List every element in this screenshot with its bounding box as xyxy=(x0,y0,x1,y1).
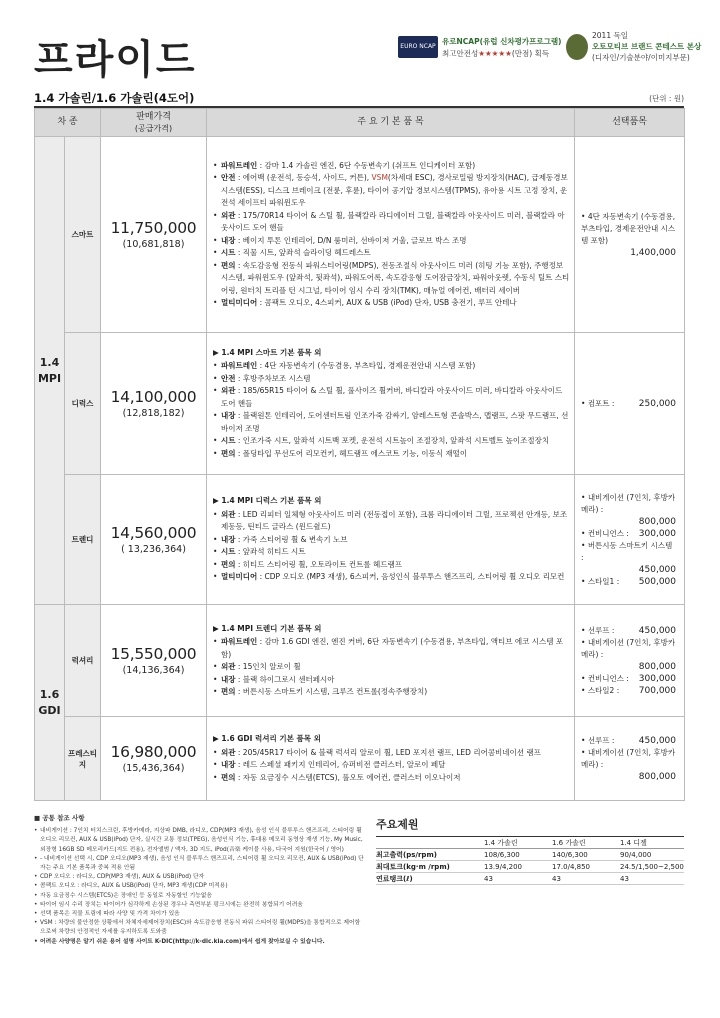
spec-value: 43 xyxy=(616,873,684,885)
award1-line1: 유로NCAP(유럽 신차평가프로그램) xyxy=(442,37,562,46)
euro-ncap-logo: EURO NCAP xyxy=(398,36,438,58)
feature-item: • 외관 : 205/45R17 타이어 & 블랙 럭셔리 알로이 휠, LED 포지션 램프, LED 리어콤비네이션 램프 xyxy=(213,747,570,760)
feature-item: • 편의 : 자동 요금징수 시스템(ETCS), 풀오토 에어컨, 클러스터 이오나이저 xyxy=(213,772,570,785)
table-row xyxy=(35,717,685,801)
feature-item: • 내장 : 가죽 스티어링 휠 & 변속기 노브 xyxy=(213,534,570,547)
option-item: • 컨비니언스 : 300,000 xyxy=(581,673,676,684)
award2-line2: 오토모티브 브랜드 콘테스트 본상 xyxy=(592,42,702,51)
trim-name: 트렌디 xyxy=(65,475,101,605)
price-cell: 14,560,000 ( 13,236,364) xyxy=(101,475,207,605)
spec-table xyxy=(376,836,684,885)
feature-item: • 편의 : 폴딩타입 무선도어 리모컨키, 헤드램프 에스코트 기능, 이동식 재떨이 xyxy=(213,448,570,461)
feature-item: • 시트 : 앞좌석 히티드 시트 xyxy=(213,546,570,559)
price-table xyxy=(34,108,685,801)
euro-ncap-award xyxy=(398,36,562,62)
option-item: • 내비게이션 (7인치, 후방카메라) : xyxy=(581,747,676,769)
option-item: • 컨비니언스 : 300,000 xyxy=(581,528,676,539)
award2-line1: 2011 독일 xyxy=(592,31,628,40)
feature-item: • 편의 : 히티드 스티어링 휠, 오토라이트 컨트롤 헤드램프 xyxy=(213,559,570,572)
option-item: • 스타일2 : 700,000 xyxy=(581,685,676,696)
features-header: ▶ 1.4 MPI 디럭스 기본 품목 외 xyxy=(213,496,322,506)
design-award xyxy=(566,30,716,66)
options-cell: • 선루프 : 450,000 • 내비게이션 (7인치, 후방카메라) : 800,000 • 컨비니언스 : 300,000 • 스타일2 : 700,000 xyxy=(575,605,685,717)
note-item: • CDP 오디오 : 라디오, CDP(MP3 재생), AUX & USB(iPod) 단자 xyxy=(34,873,364,882)
trim-name: 디럭스 xyxy=(65,333,101,475)
design-award-text xyxy=(592,30,701,63)
price-cell: 16,980,000 (15,436,364) xyxy=(101,717,207,801)
table-row xyxy=(35,137,685,333)
price-cell: 11,750,000 (10,681,818) xyxy=(101,137,207,333)
spec-value: 17.0/4,850 xyxy=(548,861,616,873)
engine-cell-1-6-gdi: 1.6 GDI xyxy=(35,605,65,801)
feature-item: • 멀티미디어 : 콤팩트 오디오, 4스피커, AUX & USB (iPod) 단자, USB 충전기, 루프 안테나 xyxy=(213,297,570,310)
feature-item: • 멀티미디어 : CDP 오디오 (MP3 재생), 6스피커, 음성인식 블루투스 핸즈프리, 스티어링 휠 오디오 리모컨 xyxy=(213,571,570,584)
options-cell: • 선루프 : 450,000 • 내비게이션 (7인치, 후방카메라) : 800,000 xyxy=(575,717,685,801)
award1-line2: 최고안전성★★★★★(만점) 획득 xyxy=(442,49,550,58)
spec-row xyxy=(376,849,684,861)
table-row xyxy=(35,605,685,717)
features-cell xyxy=(207,605,575,717)
table-header-row xyxy=(35,109,685,137)
feature-item: • 외관 : 15인치 알로이 휠 xyxy=(213,661,570,674)
feature-item: • 편의 : 버튼시동 스마트키 시스템, 크루즈 컨트롤(정속주행장치) xyxy=(213,686,570,699)
spec-value: 43 xyxy=(548,873,616,885)
euro-ncap-text xyxy=(442,36,562,60)
feature-item: • 편의 : 속도감응형 전동식 파워스티어링(MDPS), 전동조절식 아웃사이드 미러 (히팅 기능 포함), 주행정보 시스템, 파워윈도우 (앞좌석, 뒷좌석), 파워도어록, 속도감응형 도어잠금장치, 파워아웃렛, 수동식 틸트 스티어링, 원터치 트리플 턴 시그널, 타이어 임시 수리 장치(TMK), 매뉴얼 에어컨, 배터리 세이버 xyxy=(213,260,570,298)
spec-value: 13.9/4,200 xyxy=(480,861,548,873)
header-features: 주 요 기 본 품 목 xyxy=(207,109,575,137)
option-item: • 내비게이션 (7인치, 후방카메라) : xyxy=(581,637,676,659)
note-item: • 자동 요금징수 시스템(ETCS)은 장애인 등 동일로 자동할인 기능없음 xyxy=(34,892,364,901)
features-header: ▶ 1.4 MPI 스마트 기본 품목 외 xyxy=(213,347,322,357)
spec-label: 연료탱크(ℓ) xyxy=(376,873,480,885)
feature-item: • 시트 : 인조가죽 시트, 앞좌석 시트백 포켓, 운전석 시트높이 조절장치, 앞좌석 시트벨트 높이조절장치 xyxy=(213,435,570,448)
feature-item: • 외관 : 175/70R14 타이어 & 스틸 휠, 블랙칼라 라디에이터 그릴, 블랙칼라 아웃사이드 미러, 블랙칼라 아웃사이드 도어 핸들 xyxy=(213,210,570,235)
options-cell: • 내비게이션 (7인치, 후방카메라) : 800,000 • 컨비니언스 : 300,000 • 버튼시동 스마트키 시스템 : 450,000 • 스타일1 : 500,000 xyxy=(575,475,685,605)
engine-cell-1-4-mpi: 1.4 MPI xyxy=(35,137,65,605)
note-item-kdic: • 어려운 사양명은 알기 쉬운 용어 설명 사이트 K-DIC(http://k-dic.kia.com)에서 쉽게 찾아보실 수 있습니다. xyxy=(34,938,364,947)
feature-item: • 외관 : 185/65R15 타이어 & 스틸 휠, 풀사이즈 휠커버, 바디칼라 아웃사이드 미러, 바디칼라 아웃사이드 도어 핸들 xyxy=(213,385,570,410)
feature-item: • 내장 : 블랙원톤 인테리어, 도어센터트림 인조가죽 감싸기, 암레스트형 콘솔박스, 맵램프, 스팟 무드램프, 선바이저 조명 xyxy=(213,410,570,435)
note-item: • 콤팩트 오디오 : 라디오, AUX & USB(iPod) 단자, MP3 재생(CDP 미적용) xyxy=(34,882,364,891)
spec-value: 108/6,300 xyxy=(480,849,548,861)
spec-col: 1.4 가솔린 xyxy=(480,837,548,849)
note-item: • 선택 품목은 직물 트림에 따라 사양 및 가격 차이가 있음 xyxy=(34,910,364,919)
spec-col: 1.6 가솔린 xyxy=(548,837,616,849)
option-item: • 선루프 : 450,000 xyxy=(581,735,676,746)
spec-value: 43 xyxy=(480,873,548,885)
note-item: • VSM : 차량의 불안정한 상황에서 차체자세제어장치(ESC)와 속도감응형 전동식 파워 스티어링 휠(MDPS)을 통합적으로 제어함으로써 차량의 안정적인 자세를 유지하도록 도와줌 xyxy=(34,919,364,937)
spec-header-row xyxy=(376,837,684,849)
price-table-subtitle: 1.4 가솔린/1.6 가솔린(4도어) xyxy=(34,91,195,105)
spec-value: 90/4,000 xyxy=(616,849,684,861)
table-row xyxy=(35,333,685,475)
options-cell xyxy=(575,333,685,475)
spec-row xyxy=(376,861,684,873)
option-item: • 4단 자동변속기 (수동겸용, 부츠타입, 경제운전안내 시스템 포함) xyxy=(581,211,676,245)
note-item: • 내비게이션 : 7인치 터치스크린, 후방카메라, 지상파 DMB, 라디오, CDP(MP3 재생), 음성 인식 블루투스 핸즈프리, 스티어링 휠 오디오 리모컨, AUX & USB(iPod) 단자, 실시간 교통 정보(TPEG), 음성인식 기능, 휴대용 메모리 동영상 재생 기능, My Music, 외장형 16GB SD 메모리카드(지도 전용), 전자앨범 / 액자, 3D 지도, iPod(音楽 케이블 사용, 다국어 지원(한국어 / 영어) xyxy=(34,827,364,855)
page-title: 프라이드 xyxy=(34,37,197,83)
price-cell: 15,550,000 (14,136,364) xyxy=(101,605,207,717)
header-options: 선택품목 xyxy=(575,109,685,137)
award2-line3: (디자인/기술분야/이미지부문) xyxy=(592,53,690,62)
feature-item: • 내장 : 레드 스페셜 패키지 인테리어, 슈퍼비전 클러스터, 알로이 페달 xyxy=(213,759,570,772)
feature-item: • 파워트레인 : 감마 1.4 가솔린 엔진, 6단 수동변속기 (쉬프트 인디케이터 포함) xyxy=(213,160,570,173)
feature-item: • 파워트레인 : 감마 1.6 GDI 엔진, 엔진 커버, 6단 자동변속기 (수동겸용, 부츠타입, 액티브 에코 시스템 포함) xyxy=(213,636,570,661)
feature-item: • 내장 : 베이지 투톤 인테리어, D/N 룸미러, 선바이저 거울, 글로브 박스 조명 xyxy=(213,235,570,248)
option-item: • 스타일1 : 500,000 xyxy=(581,576,676,587)
spec-label: 최대토크(kg·m /rpm) xyxy=(376,861,480,873)
option-item: • 컴포트 : 250,000 xyxy=(581,398,676,409)
spec-value: 24.5/1,500~2,500 xyxy=(616,861,684,873)
feature-item: • 파워트레인 : 4단 자동변속기 (수동겸용, 부츠타입, 경제운전안내 시스템 포함) xyxy=(213,360,570,373)
feature-item: • 안전 : 에어백 (운전석, 동승석, 사이드, 커튼), VSM(차세대 ESC), 경사로밀림 방지장치(HAC), 급제동경보시스템(ESS), 디스크 브레이크 (전륜, 후륜), 타이어 공기압 경보시스템(TPMS), 유아용 시트 고정 장치, 운전석 세이프티 파워윈도우 xyxy=(213,172,570,210)
spec-col: 1.4 디젤 xyxy=(616,837,684,849)
features-cell xyxy=(207,717,575,801)
note-item: • - 내비게이션 선택 시, CDP 오디오(MP3 재생), 음성 인식 블루투스 핸즈프리, 스티어링 휠 오디오 리모컨, AUX & USB(iPod) 단자는 주요 기본 품목과 중복 적용 안됨 xyxy=(34,855,364,873)
spec-title: 주요제원 xyxy=(376,818,419,831)
option-price: 1,400,000 xyxy=(630,247,676,258)
features-cell xyxy=(207,475,575,605)
header-trim: 차 종 xyxy=(35,109,101,137)
notes-title: ■ 공통 참조 사항 xyxy=(34,814,364,823)
spec-section xyxy=(376,816,684,885)
common-notes xyxy=(34,814,364,947)
trim-name: 럭셔리 xyxy=(65,605,101,717)
options-cell xyxy=(575,137,685,333)
price-cell: 14,100,000 (12,818,182) xyxy=(101,333,207,475)
feature-item: • 외관 : LED 리피터 일체형 아웃사이드 미러 (전동접이 포함), 크롬 라디에이터 그릴, 프로젝션 안개등, 보조제동등, 틴티드 글라스 (윈드쉴드) xyxy=(213,509,570,534)
spec-value: 140/6,300 xyxy=(548,849,616,861)
unit-label: (단위 : 원) xyxy=(649,94,684,103)
features-header: ▶ 1.4 MPI 트렌디 기본 품목 외 xyxy=(213,623,322,633)
note-item: • 타이어 임시 수리 장치는 타이어가 심각하게 손상된 경우나 측면부분 펑크시에는 완전히 봉합되기 어려움 xyxy=(34,901,364,910)
header-price: 판매가격 (공급가격) xyxy=(101,109,207,137)
award-seal-icon xyxy=(566,34,588,60)
option-item: • 선루프 : 450,000 xyxy=(581,625,676,636)
features-cell xyxy=(207,333,575,475)
trim-name: 스마트 xyxy=(65,137,101,333)
spec-label: 최고출력(ps/rpm) xyxy=(376,849,480,861)
feature-item: • 안전 : 후방주차보조 시스템 xyxy=(213,373,570,386)
features-cell xyxy=(207,137,575,333)
trim-name: 프레스티지 xyxy=(65,717,101,801)
feature-item: • 시트 : 직물 시트, 앞좌석 슬라이딩 헤드레스트 xyxy=(213,247,570,260)
stars-icon: ★★★★★ xyxy=(478,49,512,58)
features-header: ▶ 1.6 GDI 럭셔리 기본 품목 외 xyxy=(213,734,321,743)
table-row xyxy=(35,475,685,605)
feature-item: • 내장 : 블랙 하이그로시 센터페시아 xyxy=(213,674,570,687)
option-item: • 버튼시동 스마트키 시스템 : xyxy=(581,540,673,562)
spec-row xyxy=(376,873,684,885)
option-item: • 내비게이션 (7인치, 후방카메라) : xyxy=(581,492,676,514)
